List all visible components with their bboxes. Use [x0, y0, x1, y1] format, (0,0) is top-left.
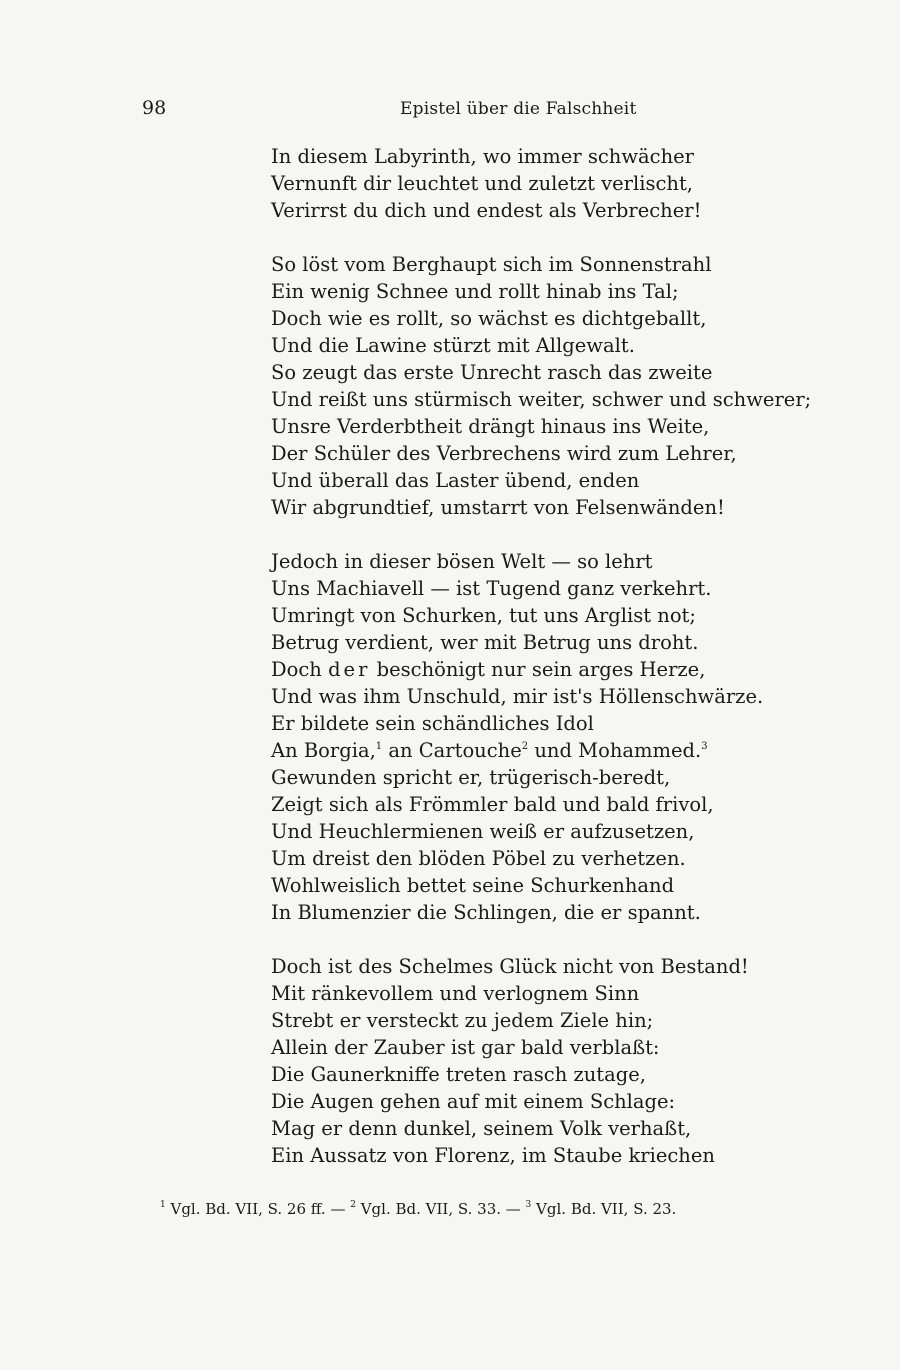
verse-line: So zeugt das erste Unrecht rasch das zweite	[271, 361, 713, 384]
emphasized-word: der	[328, 658, 371, 681]
verse-line: Verirrst du dich und endest als Verbrecher!	[271, 199, 702, 222]
verse-line: Und die Lawine stürzt mit Allgewalt.	[271, 334, 635, 357]
verse-line: Mag er denn dunkel, seinem Volk verhaßt,	[271, 1117, 692, 1140]
stanza-4	[271, 953, 749, 1169]
running-head: Epistel über die Falschheit	[400, 99, 637, 119]
verse-line	[271, 737, 741, 764]
footnote-marker: 2	[521, 741, 529, 752]
poem-body	[271, 143, 812, 1196]
verse-line: Und was ihm Unschuld, mir ist's Höllenschwärze.	[271, 685, 764, 708]
verse-line: Um dreist den blöden Pöbel zu verhetzen.	[271, 847, 686, 870]
footnote-text: Vgl. Bd. VII, S. 23.	[531, 1200, 677, 1218]
verse-line: Unsre Verderbtheit drängt hinaus ins Weite,	[271, 415, 710, 438]
verse-line: Wir abgrundtief, umstarrt von Felsenwänden!	[271, 496, 725, 519]
verse-line: Die Augen gehen auf mit einem Schlage:	[271, 1090, 676, 1113]
verse-text: Doch	[271, 658, 329, 681]
footnote-number: 2	[350, 1200, 356, 1210]
verse-line: Und Heuchlermienen weiß er aufzusetzen,	[271, 820, 695, 843]
verse-line: Uns Machiavell — ist Tugend ganz verkehrt.	[271, 577, 712, 600]
verse-line: Der Schüler des Verbrechens wird zum Lehrer,	[271, 442, 737, 465]
verse-line: Doch wie es rollt, so wächst es dichtgeballt,	[271, 307, 707, 330]
verse-line	[271, 656, 741, 683]
verse-text: beschönigt nur sein arges Herze,	[370, 658, 706, 681]
verse-line: In diesem Labyrinth, wo immer schwächer	[271, 145, 694, 168]
verse-line: Und überall das Laster übend, enden	[271, 469, 640, 492]
verse-line: Er bildete sein schändliches Idol	[271, 712, 594, 735]
verse-text: An Borgia,	[271, 739, 376, 762]
verse-text: an Cartouche	[382, 739, 522, 762]
verse-text: und Mohammed.	[528, 739, 702, 762]
verse-line: Gewunden spricht er, trügerisch-beredt,	[271, 766, 671, 789]
verse-line: Allein der Zauber ist gar bald verblaßt:	[271, 1036, 660, 1059]
verse-line: Doch ist des Schelmes Glück nicht von Bestand!	[271, 955, 749, 978]
footnotes	[160, 1198, 676, 1220]
verse-line: Ein wenig Schnee und rollt hinab ins Tal;	[271, 280, 679, 303]
stanza-2	[271, 251, 812, 521]
verse-line: Zeigt sich als Frömmler bald und bald frivol,	[271, 793, 714, 816]
footnote-number: 3	[525, 1200, 532, 1210]
verse-line: Umringt von Schurken, tut uns Arglist not;	[271, 604, 696, 627]
stanza-1	[271, 143, 741, 224]
verse-line: In Blumenzier die Schlingen, die er spannt.	[271, 901, 701, 924]
footnote-number: 1	[160, 1200, 166, 1210]
verse-line: Vernunft dir leuchtet und zuletzt verlischt,	[271, 172, 693, 195]
verse-line: Mit ränkevollem und verlognem Sinn	[271, 982, 640, 1005]
verse-line: Und reißt uns stürmisch weiter, schwer und schwerer;	[271, 388, 812, 411]
footnote-marker: 3	[701, 741, 708, 752]
stanza-3	[271, 548, 764, 926]
footnote-marker: 1	[375, 741, 383, 752]
verse-line: Jedoch in dieser bösen Welt — so lehrt	[271, 550, 653, 573]
verse-line: Strebt er versteckt zu jedem Ziele hin;	[271, 1009, 654, 1032]
verse-line: Betrug verdient, wer mit Betrug uns droht.	[271, 631, 699, 654]
verse-line: Die Gaunerkniffe treten rasch zutage,	[271, 1063, 646, 1086]
footnote-text: Vgl. Bd. VII, S. 33. —	[355, 1200, 526, 1218]
page-number: 98	[142, 97, 167, 119]
verse-line: Wohlweislich bettet seine Schurkenhand	[271, 874, 675, 897]
verse-line: So löst vom Berghaupt sich im Sonnenstrahl	[271, 253, 712, 276]
verse-line: Ein Aussatz von Florenz, im Staube kriechen	[271, 1144, 715, 1167]
footnote-text: Vgl. Bd. VII, S. 26 ff. —	[165, 1200, 351, 1218]
